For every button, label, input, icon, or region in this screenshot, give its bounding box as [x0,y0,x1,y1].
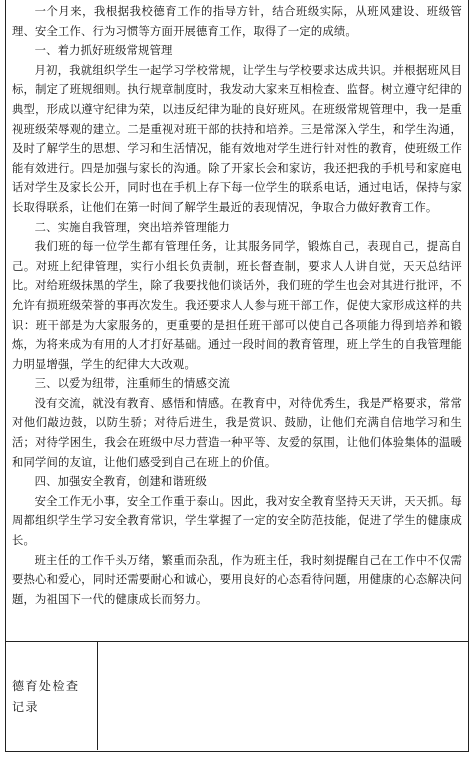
section-paragraph-2: 我们班的每一位学生都有管理任务，让其服务同学，锻炼自己，表现自己，提高自己。对班上纪律管理，实行小组长负责制，班长督查制，要求人人讲自觉，天天总结评比。对给班级抹黑的学生，除了我要找他们谈话外，我们班的学生也会对其进行批评，不允许有损班级荣誉的事再次发生。我还要求人人参与班干部工作，促使大家形成这样的共识：班干部是为大家服务的，更重要的是担任班干部可以使自己各项能力得到培养和锻炼，为将来成为有用的人才打好基础。通过一段时间的教育管理，班上学生的自我管理能力明显增强，学生的纪律大大改观。 [12,240,462,371]
section-heading-1: 一、着力抓好班级常规管理 [34,44,173,58]
section-heading-4: 四、加强安全教育，创建和谐班级 [34,475,208,489]
section-paragraph-4: 安全工作无小事，安全工作重于泰山。因此，我对安全教育坚持天天讲，天天抓。每周都组织学生学习安全教育常识，学生掌握了一定的安全防范技能，促进了学生的健康成长。 [12,494,462,548]
inspection-record-content[interactable] [98,642,468,750]
report-body-cell [6,0,468,642]
section-paragraph-1: 月初，我就组织学生一起学习学校常规，让学生与学校要求达成共识。并根据班风目标，制定了班规细则。执行规章制度时，我发动大家来互相检查、监督。树立遵守纪律的典型，形成以遵守纪律为荣，以违反纪律为耻的良好班风。在班级常规管理中，我一是重视班级荣辱观的建立。二是重视对班干部的扶持和培养。三是常深入学生，和学生沟通，及时了解学生的思想、学习和生活情况，能有效地对学生进行针对性的教育，使班级工作能有效进行。四是加强与家长的沟通。除了开家长会和家访，我还把我的手机号和家庭电话对学生及家长公开，同时也在手机上存下每一位学生的联系电话，通过电话，保持与家长取得联系，让他们在第一时间了解学生最近的表现情况，争取合力做好教育工作。 [12,63,462,214]
section-paragraph-3: 没有交流，就没有教育、感悟和情感。在教育中，对待优秀生，我是严格要求，常常对他们敲边鼓，以防生骄；对待后进生，我是赏识、鼓励，让他们充满自信地学习和生活；对待学困生，我会在班级中尽力营造一种平等、友爱的氛围，让他们体验集体的温暖和同学间的友谊，让他们感受到自己在班上的价值。 [12,396,462,469]
intro-paragraph: 一个月来，我根据我校德育工作的指导方针，结合班级实际，从班风建设、班级管理、安全工作、行为习惯等方面开展德育工作，取得了一定的成绩。 [12,5,462,38]
inspection-record-row [6,642,468,750]
report-table [5,0,469,752]
section-heading-2: 二、实施自我管理，突出培养管理能力 [34,220,231,234]
inspection-label-line-1: 德育处检查 [12,679,80,693]
inspection-label-line-2: 记录 [12,700,40,714]
closing-paragraph: 班主任的工作千头万绪，繁重而杂乱，作为班主任，我时刻提醒自己在工作中不仅需要热心和爱心，同时还需要耐心和诚心，要用良好的心态看待问题，用健康的心态解决问题，为祖国下一代的健康成长而努力。 [12,553,462,606]
section-heading-3: 三、以爱为纽带，注重师生的情感交流 [34,377,231,391]
inspection-record-label [6,642,98,750]
